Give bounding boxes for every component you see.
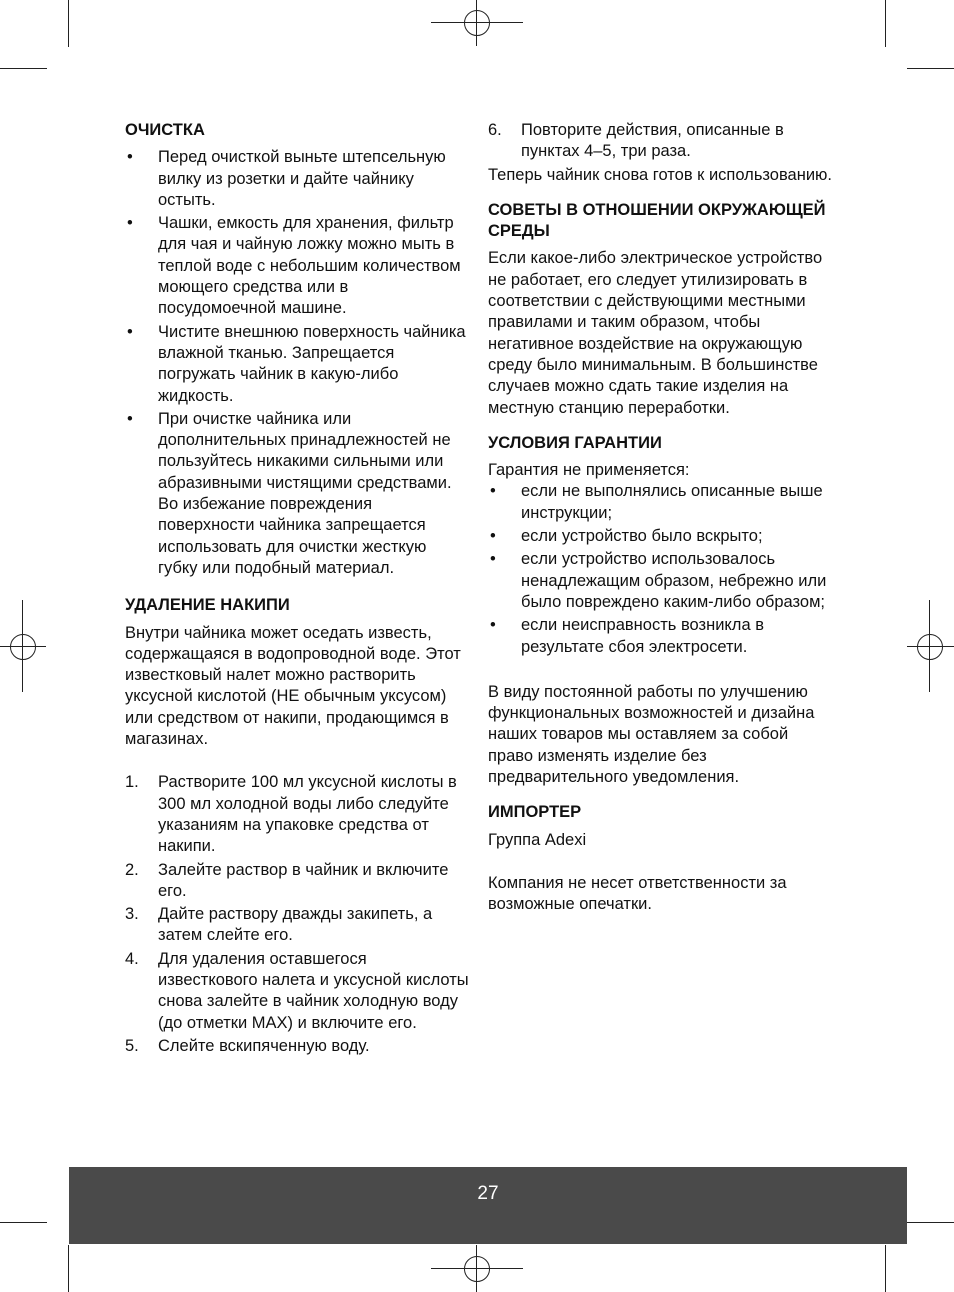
list-item: 5. Слейте вскипяченную воду. [125,1036,370,1055]
list-item: 3. Дайте раствору дважды закипеть, а затем слейте его. [125,905,433,945]
crop-mark [907,1222,954,1223]
list-item: • Перед очисткой выньте штепсельную вилку из розетки и дайте чайнику остыть. [127,148,446,209]
ready-text: Теперь чайник снова готов к использованию. [488,165,833,184]
list-item: • если устройство было вскрыто; [488,526,833,547]
importer-name: Группа Adexi [488,830,587,849]
crop-mark [885,1245,886,1292]
cleaning-list [125,147,470,579]
disclaimer-text: Компания не несет ответственности за возможные опечатки. [488,873,787,914]
descaling-intro: Внутри чайника может оседать известь, содержащаяся в водопроводной воде. Этот известковый налет можно растворить уксусной кислотой (НЕ обычным уксусом) или средством от накипи, продающимся в магазинах. [125,623,461,749]
list-item: • если не выполнялись описанные выше инструкции; [490,482,823,522]
page-number: 27 [477,1183,499,1204]
list-item: • При очистке чайника или дополнительных принадлежностей не пользуйтесь никакими сильными или абразивными чистящими средствами. Во избежание повреждения поверхности чайника запрещается использовать для очистки жесткую губку или подобный материал. [127,409,452,577]
warranty-heading: УСЛОВИЯ ГАРАНТИИ [488,433,662,452]
descaling-steps-continued [488,120,833,163]
environment-heading: СОВЕТЫ В ОТНОШЕНИИ ОКРУЖАЮЩЕЙ СРЕДЫ [488,200,826,241]
descaling-heading: УДАЛЕНИЕ НАКИПИ [125,596,290,615]
bullet-icon: • [127,322,133,341]
bullet-icon: • [127,148,133,167]
crop-mark [0,1222,47,1223]
bullet-icon: • [127,214,133,233]
list-item: 4. Для удаления оставшегося известкового налета и уксусной кислоты снова залейте в чайник холодную воду (до отметки MAX) и включите его. [125,949,469,1032]
list-item: 2. Залейте раствор в чайник и включите его. [125,860,449,900]
environment-text: Если какое-либо электрическое устройство не работает, его следует утилизировать в соответствии с действующими местными правилами и таким образом, чтобы негативное воздействие на окружающую среду было минимальным. В большинстве случаев можно сдать такие изделия на местную станцию переработки. [488,249,823,417]
warranty-intro: Гарантия не применяется: [488,461,690,480]
cleaning-heading: ОЧИСТКА [125,121,205,139]
bullet-icon: • [490,616,496,635]
bullet-icon: • [490,550,496,569]
crop-mark [68,0,69,47]
list-item: • Чистите внешнюю поверхность чайника влажной тканью. Запрещается погружать чайник в какую-либо жидкость. [127,322,466,405]
bullet-icon: • [490,482,496,501]
crop-mark [885,0,886,47]
crop-mark [68,1245,69,1292]
list-item: • если устройство использовалось ненадлежащим образом, небрежно или было повреждено каким-либо образом; [490,550,827,611]
list-item: 1. Растворите 100 мл уксусной кислоты в 300 мл холодной воды либо следуйте указаниям на упаковке средства от накипи. [125,773,457,856]
list-item: 6. Повторите действия, описанные в пунктах 4–5, три раза. [488,121,784,161]
importer-heading: ИМПОРТЕР [488,803,582,822]
right-column [488,120,833,916]
list-item: • если неисправность возникла в результате сбоя электросети. [490,616,764,656]
crop-mark [0,68,47,69]
descaling-steps [125,772,470,1057]
improvement-text: В виду постоянной работы по улучшению функциональных возможностей и дизайна наших товаров мы оставляем за собой право изменять изделие без предварительного уведомления. [488,682,815,787]
crop-mark [907,68,954,69]
page-footer [69,1167,907,1244]
list-item: • Чашки, емкость для хранения, фильтр для чая и чайную ложку можно мыть в теплой воде с небольшим количеством моющего средства или в посудомоечной машине. [127,214,461,318]
bullet-icon: • [490,527,496,546]
bullet-icon: • [127,409,133,428]
warranty-list [488,481,833,657]
left-column [125,120,470,1059]
